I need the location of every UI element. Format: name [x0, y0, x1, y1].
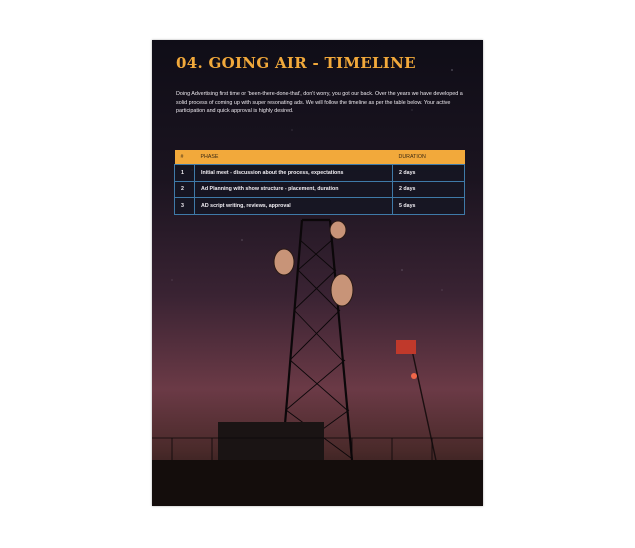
row-phase: Ad Planning with show structure - placement, duration	[195, 181, 393, 198]
row-duration: 2 days	[393, 165, 465, 182]
document-page	[152, 40, 483, 506]
header-duration: DURATION	[393, 150, 465, 165]
header-number: #	[175, 150, 195, 165]
row-duration: 2 days	[393, 181, 465, 198]
row-phase: AD script writing, reviews, approval	[195, 198, 393, 215]
table-header-row	[175, 150, 465, 165]
table-row	[175, 181, 465, 198]
page-title: 04. GOING AIR - TIMELINE	[176, 54, 416, 72]
table-row	[175, 198, 465, 215]
row-phase: Initial meet - discussion about the process, expectations	[195, 165, 393, 182]
timeline-table	[174, 150, 465, 215]
row-number: 2	[175, 181, 195, 198]
table-row	[175, 165, 465, 182]
row-number: 1	[175, 165, 195, 182]
header-phase: PHASE	[195, 150, 393, 165]
row-duration: 5 days	[393, 198, 465, 215]
row-number: 3	[175, 198, 195, 215]
intro-paragraph: Doing Advertising first time or 'been-there-done-that', don't worry, you got our back. Over the years we have developed a solid process of coming up with super resonating ads. We will follow the timeline as per the table below. Your active participation and quick approval is highly desired.	[176, 91, 463, 114]
